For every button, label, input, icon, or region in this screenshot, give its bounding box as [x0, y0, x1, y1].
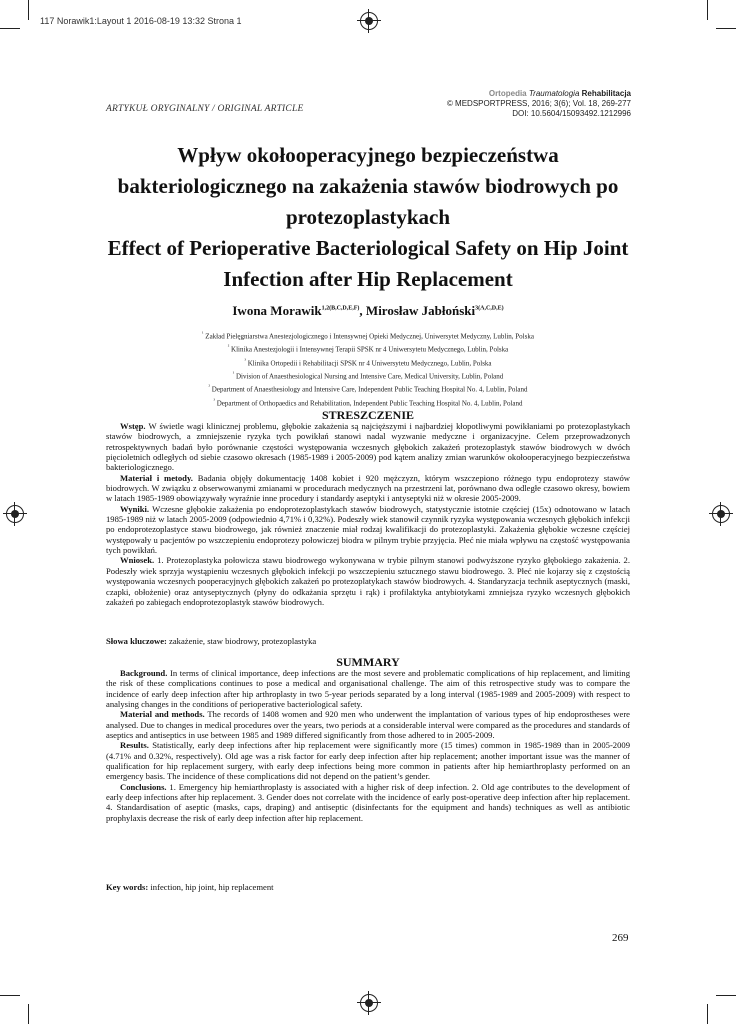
affiliation-number: ¹: [202, 332, 204, 337]
section-heading-streszczenie: STRESZCZENIE: [321, 408, 415, 422]
author-affiliation-sup: 3(A,C,D,E): [475, 305, 504, 312]
paragraph-label: Wniosek.: [120, 555, 155, 566]
keywords-label: Słowa kluczowe:: [106, 636, 167, 646]
keywords-text: infection, hip joint, hip replacement: [148, 882, 274, 892]
abstract-paragraph: [106, 709, 630, 740]
paragraph-text: 1. Protezoplastyka połowicza stawu biodrowego wykonywana w trybie pilnym stanowi podwyższone ryzyko głębokiego zakażenia. 2. Podeszły wiek sprzyja wystąpieniu wczesnych głębokich infekcji po wszczepieniu sztucznego stawu biodrowego. 3. Płeć nie kojarzy się z częstością występowania wczesnych pooperacyjnych głębokich zakażeń po protezoplatykach stawów biodrowych. 4. Standaryzacja technik aseptycznych (maski, czapki, obłożenie) oraz antyseptycznych (płyny do odkażania sprzętu i rąk) i profilaktyka antybiotykami zmniejsza ryzyko wczesnych głębokich zakażeń po zabiegach endoprotezoplastyk stawów biodrowych.: [106, 555, 630, 607]
paragraph-text: 1. Emergency hip hemiarthroplasty is associated with a higher risk of deep infection. 2. Old age contributes to the development of early deep infections after hip replacement. 3. Gender does not correlate with the incidence of early post-operative deep infection after hip replacement. 4. Standardisation of aseptic (masks, caps, draping) and antiseptic (disinfectants for the equipment and hands) techniques as well as antibiotic prophylaxis decrease the risk of early deep infection after hip replacement.: [106, 781, 630, 823]
crop-mark: [716, 28, 736, 29]
keywords-text: zakażenie, staw biodrowy, protezoplastyka: [166, 636, 317, 646]
printer-slug: 117 Norawik1:Layout 1 2016-08-19 13:32 Strona 1: [40, 16, 242, 26]
abstract-english: [106, 668, 630, 823]
crop-mark: [707, 0, 708, 20]
authors: [106, 303, 630, 319]
crop-mark: [28, 0, 29, 20]
crop-mark: [716, 995, 736, 996]
paragraph-label: Wstęp.: [120, 421, 146, 431]
keywords-english: [106, 882, 630, 892]
paragraph-label: Conclusions.: [120, 781, 167, 792]
paragraph-text: The records of 1408 women and 920 men who underwent the implantation of various types of hip endoprostheses were analysed. Due to changes in medical procedures over the years, two periods at a considerable interval were compared as the procedures and standards of aseptics and antiseptics in use between 1985 and 1989 differed significantly from those adhered to in 2005-2009.: [106, 709, 630, 741]
paragraph-label: Material and methods.: [120, 709, 205, 720]
affiliation-line: [106, 396, 630, 409]
affiliation-text: Department of Anaesthesiology and Intensive Care, Independent Public Teaching Hospital No. 4, Lublin, Poland: [211, 385, 528, 394]
journal-doi: DOI: 10.5604/15093492.1212996: [512, 109, 631, 118]
affiliation-text: Klinika Anestezjologii i Intensywnej Terapii SPSK nr 4 Uniwersytetu Medycznego, Lublin, Polska: [231, 345, 509, 354]
keywords-label: Key words:: [106, 882, 149, 892]
registration-mark-icon: [712, 505, 730, 523]
paragraph-text: Badania objęły dokumentację 1408 kobiet i 920 mężczyzn, którym wszczepiono różnego typu endoprotezy stawów biodrowych. W związku z obserwowanymi zmianami w procedurach medycznych na przestrzeni lat, porównano dwa odległe czasowo okresy, bowiem w latach 1985-1989 obowiązywały wyraźnie inne procedury i standardy aseptyki i antyseptyki niż w okresie 2005-2009.: [106, 472, 630, 504]
affiliation-number: ³: [213, 398, 215, 404]
author-name: Mirosław Jabłoński: [365, 303, 476, 318]
affiliation-number: ²: [208, 385, 211, 391]
journal-citation: © MEDSPORTPRESS, 2016; 3(6); Vol. 18, 269-277: [446, 99, 631, 108]
journal-name-rehab: Rehabilitacja: [581, 89, 631, 98]
title-english: Effect of Perioperative Bacteriological Safety on Hip Joint Infection after Hip Replacement: [107, 236, 629, 291]
abstract-paragraph: [106, 740, 630, 781]
affiliation-text: Zakład Pielęgniarstwa Anestezjologicznego i Intensywnej Opieki Medycznej, Uniwersytet Medyczny, Lublin, Polska: [205, 332, 534, 341]
affiliation-line: [106, 382, 630, 395]
abstract-polish: [106, 421, 630, 607]
affiliations: [106, 329, 630, 409]
author-affiliation-sup: 1,2(B,C,D,E,F): [321, 305, 360, 312]
journal-name: [447, 89, 631, 99]
paragraph-label: Materiał i metody.: [120, 472, 193, 483]
keywords-polish: [106, 636, 630, 646]
affiliation-text: Division of Anaesthesiological Nursing and Intensive Care, Medical University, Lublin, Poland: [236, 372, 504, 381]
paragraph-label: Wyniki.: [120, 503, 150, 514]
journal-name-ortopedia: Ortopedia: [488, 89, 527, 98]
crop-mark: [0, 28, 20, 29]
paragraph-text: In terms of clinical importance, deep infections are the most severe and problematic complications of hip replacement, and limiting the risk of these complications continues to pose a medical and organisational challenge. The aim of this retrospective study was to compare the incidence of early deep infection after hip arthroplasty in two 5-year periods separated by a long interval (1985-1989 and 2005-2009) with respect to analysing changes in the conditions of perioperative bacteriological safety.: [106, 668, 630, 710]
affiliation-text: Department of Orthopaedics and Rehabilitation, Independent Public Teaching Hospital No. 4, Lublin, Poland: [216, 398, 523, 407]
affiliation-line: [106, 369, 630, 382]
title-polish: Wpływ okołooperacyjnego bezpieczeństwa bakteriologicznego na zakażenia stawów biodrowych po protezoplastykach: [117, 143, 619, 229]
registration-mark-icon: [6, 505, 24, 523]
paragraph-text: Wczesne głębokie zakażenia po endoprotezoplastykach stawów biodrowych, statystycznie istotnie częściej (15x) odnotowano w latach 1985-1989 niż w latach 2005-2009 (odpowiednio 4,71% i 0,32%). Podeszły wiek stanowił czynnik ryzyka występowania wczesnych głębokich infekcji po endoprotezoplastyce stawu biodrowego, jak również znaczenie miał rodzaj kwalifikacji do protezoplastyki. Zakażenia głębokie wczesne częściej występowały u pacjentów po wszczepieniu endoprotezy połowiczej biodra w pilnym trybie przyjęcia. Płeć nie miała wpływu na częstość występowania tych powikłań.: [106, 503, 630, 556]
article-type: ARTYKUŁ ORYGINALNY / ORIGINAL ARTICLE: [106, 104, 304, 114]
paragraph-label: Results.: [120, 740, 149, 751]
affiliation-line: [106, 356, 630, 369]
section-heading-summary: SUMMARY: [336, 655, 400, 669]
author-name: Iwona Morawik: [232, 303, 322, 318]
abstract-paragraph: [106, 668, 630, 709]
affiliation-number: ²: [227, 345, 230, 351]
abstract-paragraph: [106, 782, 630, 823]
affiliation-line: [106, 329, 630, 342]
paragraph-text: Statistically, early deep infections after hip replacement were significantly more (15 times) common in 1985-1989 than in 2005-2009 (4.71% and 0.32%, respectively). Old age was a risk factor for early deep infection after hip replacement; another important issue was the manner of qualification for hip replacement surgery, with early deep infections being more common in patients after hip hemiarthroplasty performed on an emergency basis. The incidence of these complications did not depend on the patient’s gender.: [106, 740, 630, 782]
affiliation-text: Klinika Ortopedii i Rehabilitacji SPSK nr 4 Uniwersytetu Medycznego, Lublin, Polska: [247, 358, 492, 367]
abstract-paragraph: [106, 504, 630, 556]
affiliation-number: ¹: [232, 371, 235, 377]
affiliation-line: [106, 342, 630, 355]
crop-mark: [28, 1004, 29, 1024]
abstract-paragraph: [106, 555, 630, 607]
author-separator: ,: [359, 303, 366, 318]
page-number: 269: [612, 932, 629, 944]
crop-mark: [0, 995, 20, 996]
registration-mark-icon: [360, 994, 378, 1012]
affiliation-number: ³: [244, 358, 246, 364]
journal-name-trauma: Traumatologia: [528, 89, 580, 98]
registration-mark-icon: [360, 12, 378, 30]
paragraph-text: W świetle wagi klinicznej problemu, głębokie zakażenia są najcięższymi i najbardziej kłopotliwymi powikłaniami po protezoplastykach stawów biodrowych, a zmniejszenie ryzyka tych powikłań stanowi nadal wyzwanie medyczne i organizacyjne. Celem przeprowadzonych retrospektywnych badań było porównanie częstości występowania wczesnych głębokich zakażeń protezoplastyk stawów biodrowych w dwóch pięcioletnich odległych od siebie czasowo okresach (1985-1989 i 2005-2009) pod kątem analizy zmian warunków okołooperacyjnego bezpieczeństwa bakteriologicznego.: [106, 421, 630, 473]
crop-mark: [707, 1004, 708, 1024]
abstract-paragraph: [106, 473, 630, 504]
journal-header: [447, 89, 631, 119]
paragraph-label: Background.: [120, 668, 168, 678]
abstract-paragraph: [106, 421, 630, 473]
